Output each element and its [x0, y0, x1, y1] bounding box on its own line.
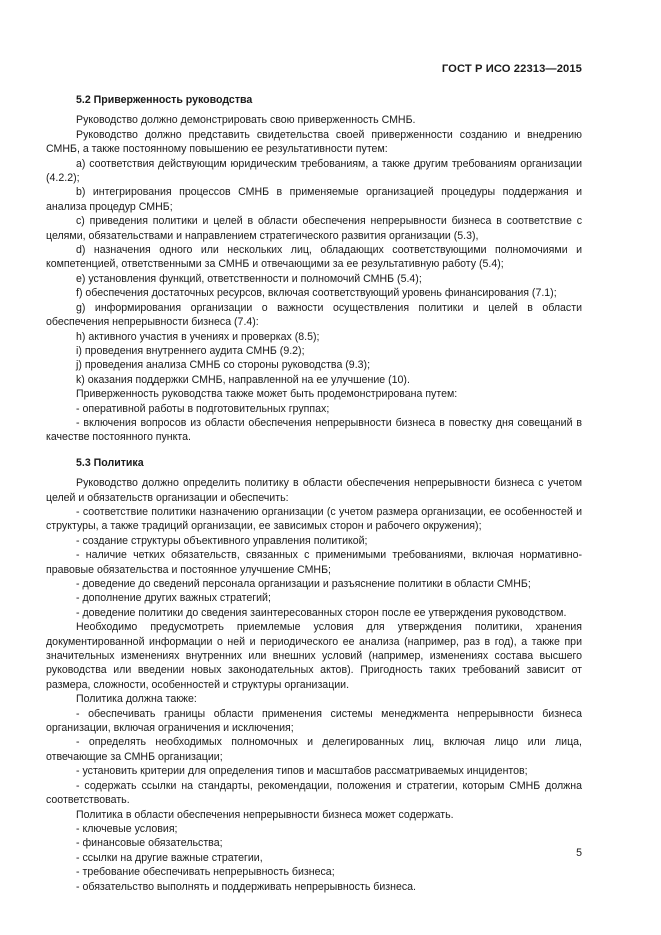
list-item: k) оказания поддержки СМНБ, направленной на ее улучшение (10).: [76, 373, 410, 386]
list-item: - установить критерии для определения типов и масштабов рассматриваемых инцидентов;: [76, 765, 528, 778]
list-item: - ключевые условия;: [76, 822, 178, 835]
paragraph: Политика должна также:: [76, 693, 197, 706]
list-item: b) интегрирования процессов СМНБ в применяемые организацией процедуры поддержания и анализа процедур СМНБ;: [46, 186, 582, 213]
page-number: 5: [576, 847, 582, 859]
page-content: [46, 93, 582, 894]
list-item: - содержать ссылки на стандарты, рекомендации, положения и стратегии, которым СМНБ должна соответствовать.: [46, 779, 582, 807]
paragraph: Политика в области обеспечения непрерывности бизнеса может содержать.: [76, 808, 454, 821]
list-item: e) установления функций, ответственности и полномочий СМНБ (5.4);: [76, 272, 422, 285]
paragraph: Руководство должно представить свидетельства своей приверженности созданию и внедрению СМНБ, а также постоянному повышению ее результативности путем:: [46, 128, 582, 156]
list-item: - определять необходимых полномочных и делегированных лиц, включая лицо или лица, отвечающие за СМНБ организации;: [46, 736, 582, 763]
list-item: j) проведения анализа СМНБ со стороны руководства (9.3);: [76, 359, 371, 372]
list-item: h) активного участия в учениях и проверках (8.5);: [76, 330, 320, 343]
list-item: - финансовые обязательства;: [76, 837, 223, 850]
list-item: f) обеспечения достаточных ресурсов, включая соответствующий уровень финансирования (7.1);: [76, 287, 557, 300]
paragraph: Приверженность руководства также может быть продемонстрирована путем:: [76, 388, 458, 401]
list-item: - обеспечивать границы области применения системы менеджмента непрерывности бизнеса организации, включая ограничения и исключения;: [46, 707, 582, 735]
list-item: c) приведения политики и целей в области обеспечения непрерывности бизнеса в соответствие с целями, обязательствами и направлением стратегического развития организации (5.3),: [46, 215, 582, 242]
section-5-2-title: 5.2 Приверженность руководства: [76, 94, 253, 106]
list-item: - доведение до сведений персонала организации и разъяснение политики в области СМНБ;: [76, 578, 531, 590]
list-item: - оперативной работы в подготовительных группах;: [76, 402, 330, 415]
list-item: a) соответствия действующим юридическим требованиям, а также другим требованиям организации (4.2.2);: [46, 157, 582, 185]
paragraph: Необходимо предусмотреть приемлемые условия для утверждения политики, хранения документированной информации о ней и периодического ее анализа (например, раз в год), а также при значительных изменениях внутренних или внешних условий (например, изменениях состава высшего руководства или введении новых законодательных актов). Пригодность таких требований зависит от размера, сложности, особенностей и структуры организации.: [46, 621, 582, 691]
list-item: g) информирования организации о важности осуществления политики и целей в области обеспечения непрерывности бизнеса (7.4):: [46, 301, 582, 329]
list-item: - доведение политики до сведения заинтересованных сторон после ее утверждения руководством.: [76, 606, 567, 619]
list-item: - наличие четких обязательств, связанных с применимыми требованиями, включая нормативно-правовые обязательства и постоянное улучшение СМНБ;: [46, 549, 582, 576]
paragraph: Руководство должно демонстрировать свою приверженность СМНБ.: [76, 114, 416, 127]
list-item: - включения вопросов из области обеспечения непрерывности бизнеса в повестку дня совещаний в качестве постоянного пункта.: [46, 416, 582, 444]
document-id: ГОСТ Р ИСО 22313—2015: [441, 63, 582, 75]
paragraph: Руководство должно определить политику в области обеспечения непрерывности бизнеса с учетом целей и обязательств организации и обеспечить:: [46, 477, 582, 504]
list-item: - ссылки на другие важные стратегии,: [76, 851, 263, 864]
list-item: - дополнение других важных стратегий;: [76, 592, 271, 605]
list-item: d) назначения одного или нескольких лиц, обладающих соответствующими полномочиями и компетенцией, ответственными за СМНБ и отвечающими за ее результативную работу (5.4);: [46, 244, 582, 271]
list-item: - соответствие политики назначению организации (с учетом размера организации, ее особенностей и структуры, а также традиций организации, ее зависимых сторон и рабочего окружения);: [46, 505, 582, 533]
list-item: - обязательство выполнять и поддерживать непрерывность бизнеса.: [76, 880, 416, 893]
section-5-3-title: 5.3 Политика: [76, 456, 144, 469]
list-item: - создание структуры объективного управления политикой;: [76, 534, 368, 547]
list-item: i) проведения внутреннего аудита СМНБ (9.2);: [76, 344, 305, 357]
list-item: - требование обеспечивать непрерывность бизнеса;: [76, 866, 335, 879]
